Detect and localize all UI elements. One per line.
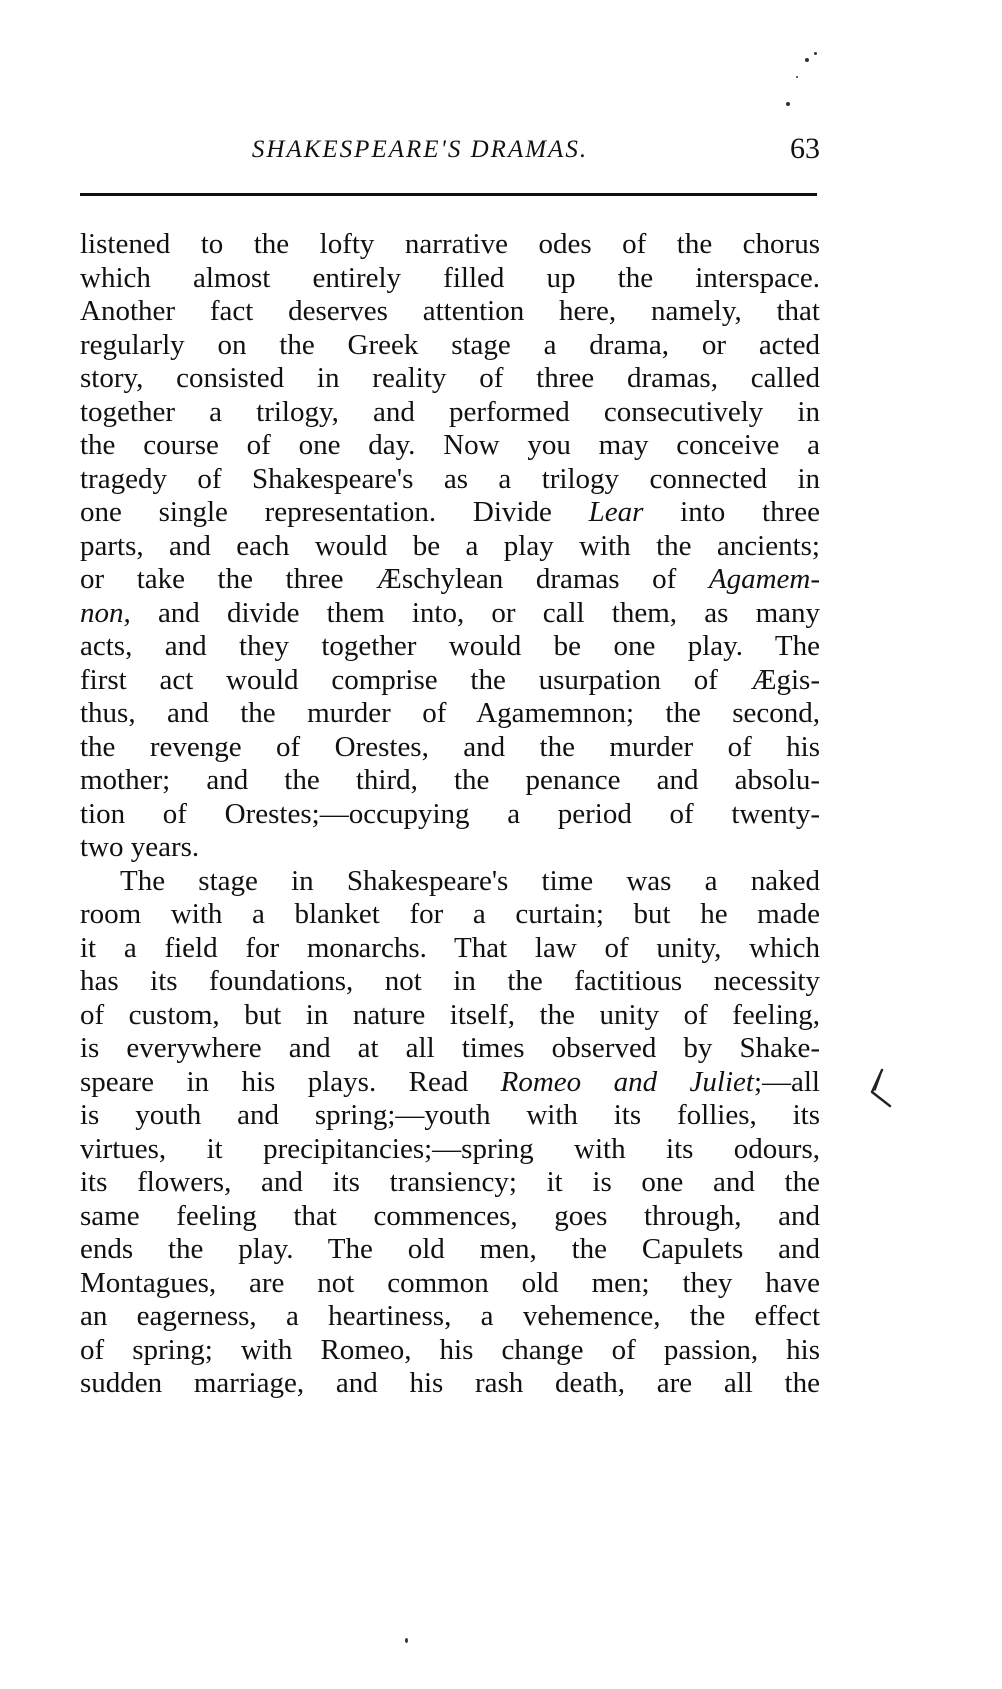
text-line: its flowers, and its transiency; it is one and the [80, 1166, 820, 1198]
text-line: room with a blanket for a curtain; but he made [80, 898, 820, 930]
dust-speck [796, 76, 798, 78]
text-line: first act would comprise the usurpation of Ægis- [80, 663, 820, 696]
text-line: of spring; with Romeo, his change of passion, his [80, 1333, 820, 1366]
text-line: the course of one day. Now you may conceive a [80, 429, 820, 461]
text-line: speare in his plays. Read Romeo and Juliet;—all [80, 1065, 820, 1098]
text-line: two years. [80, 831, 200, 863]
text-line: regularly on the Greek stage a drama, or acted [80, 328, 820, 361]
text-line: The stage in Shakespeare's time was a naked [120, 864, 820, 897]
text-line: of custom, but in nature itself, the unity of feeling, [80, 998, 820, 1031]
text-line: an eagerness, a heartiness, a vehemence, the effect [80, 1300, 820, 1332]
paragraph [80, 865, 820, 1401]
text-line: thus, and the murder of Agamemnon; the second, [80, 697, 820, 729]
text-line: one single representation. Divide Lear into three [80, 496, 820, 528]
body-text [80, 228, 820, 1401]
dust-speck [805, 58, 809, 62]
text-line: Another fact deserves attention here, namely, that [80, 295, 820, 327]
text-line: the revenge of Orestes, and the murder of his [80, 730, 820, 763]
text-line: is youth and spring;—youth with its follies, its [80, 1099, 820, 1131]
text-line: it a field for monarchs. That law of unity, which [80, 931, 820, 964]
dust-speck [405, 1638, 408, 1643]
text-line: ends the play. The old men, the Capulets and [80, 1233, 820, 1265]
text-line: together a trilogy, and performed consecutively in [80, 395, 820, 428]
header-rule [80, 193, 817, 196]
paragraph [80, 228, 820, 865]
dust-speck [814, 52, 817, 55]
running-head [80, 132, 820, 172]
text-line: or take the three Æschylean dramas of Agamem- [80, 563, 820, 595]
text-line: virtues, it precipitancies;—spring with its odours, [80, 1132, 820, 1165]
text-line: parts, and each would be a play with the ancients; [80, 529, 820, 562]
text-line: which almost entirely filled up the interspace. [80, 261, 820, 294]
text-line: listened to the lofty narrative odes of the chorus [80, 228, 820, 260]
text-line: acts, and they together would be one play. The [80, 630, 820, 662]
text-line: story, consisted in reality of three dramas, called [80, 362, 820, 394]
text-line: non, and divide them into, or call them, as many [80, 596, 820, 629]
page-number: 63 [790, 132, 820, 165]
text-line: mother; and the third, the penance and absolu- [80, 764, 820, 796]
text-line: same feeling that commences, goes through, and [80, 1199, 820, 1232]
text-line: sudden marriage, and his rash death, are all the [80, 1367, 820, 1399]
running-title: SHAKESPEARE'S DRAMAS. [251, 136, 589, 163]
text-line: Montagues, are not common old men; they have [80, 1266, 820, 1299]
text-line: tion of Orestes;—occupying a period of twenty- [80, 797, 820, 830]
text-line: is everywhere and at all times observed by Shake- [80, 1032, 820, 1064]
text-line: tragedy of Shakespeare's as a trilogy connected in [80, 462, 820, 495]
pencil-check-mark-icon [868, 1068, 894, 1108]
text-line: has its foundations, not in the factitious necessity [80, 965, 820, 997]
dust-speck [786, 102, 790, 106]
